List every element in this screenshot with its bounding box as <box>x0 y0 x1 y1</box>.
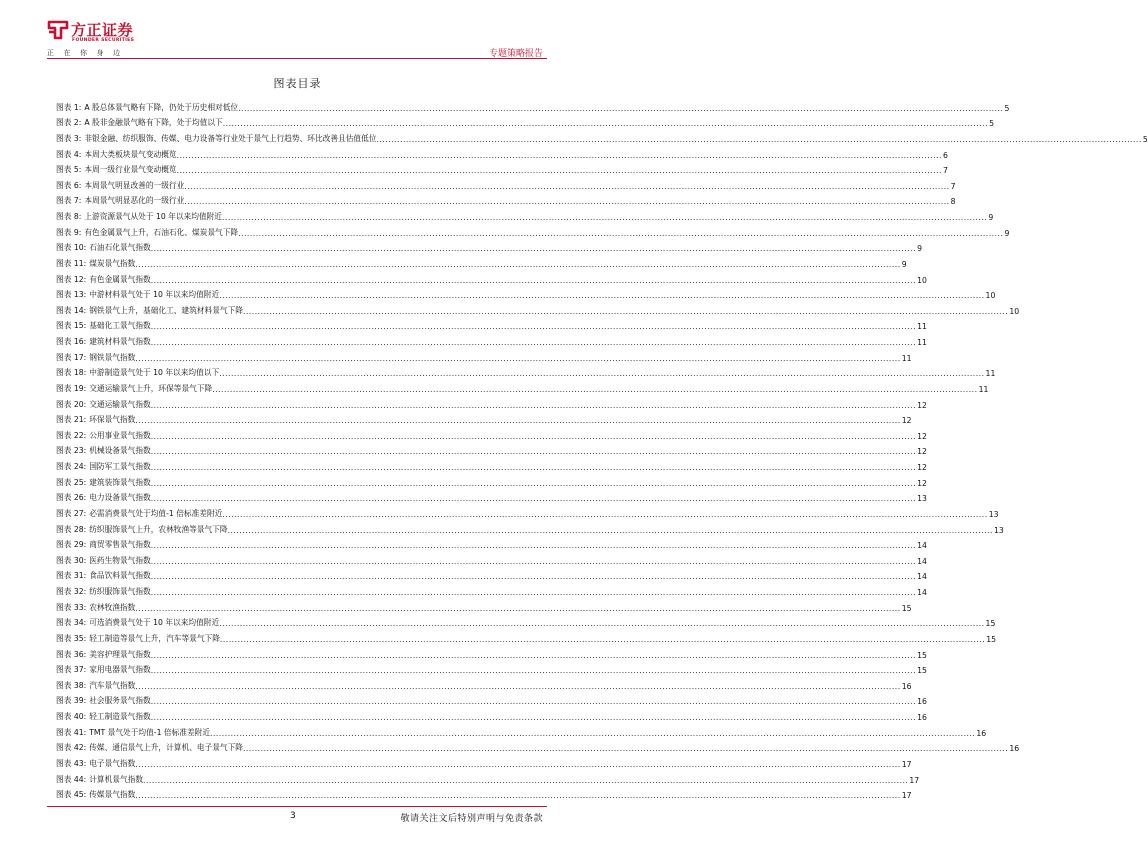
toc-entry-text: 本周一级行业景气变动概览 <box>84 165 177 175</box>
toc-entry-text: 医药生物景气指数 <box>89 555 151 565</box>
toc-entry-page: 14 <box>917 588 927 597</box>
toc-entry[interactable] <box>56 488 927 504</box>
toc-entry-label: 图表 39: <box>56 696 87 706</box>
toc-entry-page: 16 <box>976 728 987 738</box>
toc-leader-dots: .................................................................................................................................................................................................................................................................... <box>222 509 988 519</box>
toc-entry[interactable] <box>56 425 927 441</box>
toc-entry-text: 必需消费景气处于均值-1 倍标准差附近 <box>89 508 223 518</box>
toc-entry-label: 图表 18: <box>56 368 87 378</box>
toc-entry-text: 轻工制造等景气上升，汽车等景气下降 <box>89 633 220 643</box>
toc-entry[interactable] <box>56 363 996 379</box>
toc-entry[interactable] <box>56 394 927 410</box>
toc-entry-text: 纺织服饰景气上升，农林牧渔等景气下降 <box>89 524 228 534</box>
toc-entry-page: 5 <box>1004 103 1010 113</box>
toc-entry[interactable] <box>56 347 912 363</box>
toc-entry-text: 国防军工景气指数 <box>89 462 151 471</box>
toc-entry-label: 图表 3: <box>56 133 82 143</box>
toc-entry-page: 9 <box>917 244 922 254</box>
toc-entry-label: 图表 36: <box>56 649 87 659</box>
toc-entry-page: 16 <box>901 681 912 691</box>
toc-leader-dots: .................................................................................................................................................................................................................................................................... <box>210 728 976 738</box>
logo-en-text: FOUNDER SECURITIES <box>72 38 135 43</box>
toc-entry[interactable] <box>56 581 927 597</box>
toc-leader-dots: .................................................................................................................................................................................................................................................................... <box>150 666 917 676</box>
toc-entry[interactable] <box>56 691 927 707</box>
toc-entry-page: 6 <box>942 150 948 160</box>
disclaimer-link: 敬请关注文后特别声明与免责条款 <box>400 814 543 824</box>
toc-entry[interactable] <box>56 128 1148 144</box>
toc-entry-label: 图表 35: <box>56 633 87 643</box>
toc-entry[interactable] <box>56 97 1010 113</box>
toc-entry[interactable] <box>56 644 927 660</box>
toc-leader-dots: .................................................................................................................................................................................................................................................................... <box>150 556 917 566</box>
toc-entry[interactable] <box>56 175 956 191</box>
toc-entry[interactable] <box>56 441 927 457</box>
toc-entry[interactable] <box>56 753 912 769</box>
toc-entry[interactable] <box>56 566 927 582</box>
toc-entry-page: 17 <box>901 791 912 801</box>
toc-entry-page: 11 <box>901 353 912 363</box>
toc-entry-page: 12 <box>917 478 927 488</box>
toc-entry-page: 7 <box>950 181 956 191</box>
toc-leader-dots: .................................................................................................................................................................................................................................................................... <box>150 494 917 504</box>
toc-entry-label: 图表 37: <box>56 665 87 675</box>
toc-entry-text: 煤炭景气指数 <box>89 258 136 268</box>
toc-entry-text: 传媒、通信景气上升，计算机、电子景气下降 <box>89 743 243 753</box>
toc-leader-dots: .................................................................................................................................................................................................................................................................... <box>242 306 1009 316</box>
toc-leader-dots: .................................................................................................................................................................................................................................................................... <box>135 603 901 613</box>
toc-entry[interactable] <box>56 300 1020 316</box>
toc-entry-text: TMT 景气处于均值-1 倍标准差附近 <box>89 727 211 737</box>
toc-entry-text: 机械设备景气指数 <box>89 446 151 456</box>
toc-entry-text: 建筑材料景气指数 <box>89 337 151 346</box>
toc-entry-label: 图表 12: <box>56 274 87 284</box>
toc-leader-dots: .................................................................................................................................................................................................................................................................... <box>222 119 989 129</box>
header-divider <box>47 58 547 59</box>
toc-entry-label: 图表 5: <box>56 165 82 175</box>
toc-entry-label: 图表 27: <box>56 508 87 518</box>
toc-leader-dots: .................................................................................................................................................................................................................................................................... <box>227 525 993 535</box>
toc-leader-dots: .................................................................................................................................................................................................................................................................... <box>150 244 917 254</box>
toc-leader-dots: .................................................................................................................................................................................................................................................................... <box>238 228 1004 238</box>
toc-entry[interactable] <box>56 660 927 676</box>
toc-entry-label: 图表 21: <box>56 415 87 425</box>
toc-entry[interactable] <box>56 550 927 566</box>
toc-leader-dots: .................................................................................................................................................................................................................................................................... <box>376 134 1142 144</box>
toc-entry-text: 可选消费景气处于 10 年以来均值附近 <box>89 618 220 628</box>
toc-leader-dots: .................................................................................................................................................................................................................................................................... <box>135 416 901 426</box>
toc-entry-label: 图表 4: <box>56 149 82 159</box>
toc-entry-page: 10 <box>1009 306 1020 316</box>
toc-entry-label: 图表 8: <box>56 212 82 221</box>
toc-leader-dots: .................................................................................................................................................................................................................................................................... <box>150 697 917 707</box>
toc-entry-label: 图表 17: <box>56 352 87 362</box>
toc-entry-page: 7 <box>942 166 948 176</box>
toc-entry-label: 图表 14: <box>56 305 87 315</box>
toc-entry[interactable] <box>56 738 1020 754</box>
toc-entry-text: 食品饮料景气指数 <box>89 571 151 581</box>
toc-entry[interactable] <box>56 503 999 519</box>
founder-logo-icon <box>47 20 69 40</box>
toc-entry-text: 交通运输景气上升，环保等景气下降 <box>89 383 213 393</box>
toc-leader-dots: .................................................................................................................................................................................................................................................................... <box>219 291 985 301</box>
toc-entry-label: 图表 32: <box>56 587 87 596</box>
toc-list <box>56 97 1148 801</box>
toc-entry-page: 17 <box>909 775 920 785</box>
toc-entry-label: 图表 11: <box>56 258 87 268</box>
toc-entry-text: 有色金属景气上升，石油石化、煤炭景气下降 <box>84 227 239 237</box>
toc-leader-dots: .................................................................................................................................................................................................................................................................... <box>184 181 950 191</box>
toc-entry-text: 商贸零售景气指数 <box>89 540 151 550</box>
toc-entry-page: 12 <box>917 463 927 472</box>
toc-entry[interactable] <box>56 722 987 738</box>
toc-leader-dots: .................................................................................................................................................................................................................................................................... <box>176 150 942 160</box>
toc-leader-dots: .................................................................................................................................................................................................................................................................... <box>221 213 988 222</box>
toc-leader-dots: .................................................................................................................................................................................................................................................................... <box>135 259 901 269</box>
toc-entry-text: 钢铁景气上升，基础化工、建筑材料景气下降 <box>89 305 243 315</box>
toc-entry[interactable] <box>56 628 997 644</box>
toc-leader-dots: .................................................................................................................................................................................................................................................................... <box>143 775 909 785</box>
toc-entry-page: 5 <box>989 119 994 129</box>
toc-entry-page: 15 <box>985 619 996 629</box>
toc-entry-page: 8 <box>950 197 956 207</box>
toc-entry[interactable] <box>56 378 989 394</box>
toc-entry[interactable] <box>56 222 1010 238</box>
toc-entry-text: 本周大类板块景气变动概览 <box>84 149 177 159</box>
toc-entry-page: 14 <box>917 572 927 582</box>
toc-entry-page: 14 <box>917 541 927 551</box>
toc-entry-label: 图表 28: <box>56 524 87 534</box>
toc-entry-text: 上游资源景气从处于 10 年以来均值附近 <box>84 212 222 221</box>
toc-entry-page: 15 <box>917 650 927 660</box>
toc-entry-page: 16 <box>1009 744 1020 754</box>
toc-entry-text: 本周景气明显改善的一级行业 <box>84 180 185 190</box>
toc-entry-page: 12 <box>917 431 927 441</box>
toc-entry-page: 10 <box>917 275 927 285</box>
toc-entry-label: 图表 29: <box>56 540 87 550</box>
toc-leader-dots: .................................................................................................................................................................................................................................................................... <box>184 197 950 207</box>
toc-leader-dots: .................................................................................................................................................................................................................................................................... <box>135 353 901 363</box>
footer-divider <box>47 806 547 807</box>
toc-entry-page: 11 <box>917 322 927 332</box>
toc-entry-page: 16 <box>917 697 927 707</box>
toc-entry-label: 图表 44: <box>56 774 87 784</box>
toc-entry[interactable] <box>56 191 956 207</box>
toc-entry-page: 11 <box>978 384 989 394</box>
toc-entry-text: 纺织服饰景气指数 <box>89 587 151 596</box>
toc-entry-text: 钢铁景气指数 <box>89 352 136 362</box>
toc-entry[interactable] <box>56 238 922 254</box>
toc-entry-label: 图表 13: <box>56 290 87 300</box>
toc-entry-text: 非银金融、纺织服饰、传媒、电力设备等行业处于景气上行趋势、环比改善且估值低位 <box>84 133 377 143</box>
company-slogan: 正在你身边 <box>47 49 130 57</box>
toc-entry-text: 传媒景气指数 <box>89 790 136 800</box>
toc-leader-dots: .................................................................................................................................................................................................................................................................... <box>176 166 942 176</box>
page-number: 3 <box>290 811 296 821</box>
toc-entry[interactable] <box>56 597 912 613</box>
toc-entry-label: 图表 33: <box>56 602 87 612</box>
toc-entry-text: 环保景气指数 <box>89 415 136 425</box>
toc-entry-text: 中游制造景气处于 10 年以来均值以下 <box>89 368 220 378</box>
toc-leader-dots: .................................................................................................................................................................................................................................................................... <box>219 619 985 629</box>
toc-entry[interactable] <box>56 472 927 488</box>
toc-entry-label: 图表 7: <box>56 196 82 206</box>
toc-entry[interactable] <box>56 316 927 332</box>
toc-entry-label: 图表 6: <box>56 180 82 190</box>
toc-entry-label: 图表 20: <box>56 399 87 409</box>
toc-entry[interactable] <box>56 285 996 301</box>
toc-entry[interactable] <box>56 769 920 785</box>
logo-cn-text: 方正证券 <box>71 21 134 39</box>
report-type-label: 专题策略报告 <box>488 49 543 59</box>
toc-entry-text: 轻工制造景气指数 <box>89 712 151 721</box>
toc-leader-dots: .................................................................................................................................................................................................................................................................... <box>150 431 917 441</box>
toc-entry-label: 图表 41: <box>56 727 87 737</box>
toc-entry-text: 交通运输景气指数 <box>89 399 151 409</box>
toc-entry[interactable] <box>56 613 996 629</box>
toc-entry-page: 9 <box>988 213 994 222</box>
toc-entry-page: 11 <box>985 369 996 379</box>
toc-leader-dots: .................................................................................................................................................................................................................................................................... <box>150 541 917 551</box>
toc-entry-page: 10 <box>985 291 996 301</box>
toc-entry-label: 图表 30: <box>56 555 87 565</box>
toc-leader-dots: .................................................................................................................................................................................................................................................................... <box>135 681 901 691</box>
toc-entry-page: 13 <box>988 509 999 519</box>
toc-entry-text: 计算机景气指数 <box>89 774 144 784</box>
toc-leader-dots: .................................................................................................................................................................................................................................................................... <box>150 588 917 597</box>
toc-entry-page: 12 <box>917 447 927 457</box>
toc-entry[interactable] <box>56 410 912 426</box>
toc-entry[interactable] <box>56 206 994 222</box>
toc-entry-text: 本周景气明显恶化的一级行业 <box>84 196 185 206</box>
toc-entry-page: 15 <box>901 603 912 613</box>
toc-leader-dots: .................................................................................................................................................................................................................................................................... <box>150 572 917 582</box>
toc-entry-page: 12 <box>901 416 912 426</box>
toc-entry[interactable] <box>56 675 912 691</box>
toc-entry-label: 图表 40: <box>56 712 87 721</box>
toc-entry-page: 15 <box>986 634 997 644</box>
toc-entry-page: 16 <box>917 713 927 722</box>
toc-leader-dots: .................................................................................................................................................................................................................................................................... <box>212 384 978 394</box>
toc-entry-label: 图表 42: <box>56 743 87 753</box>
toc-entry[interactable] <box>56 160 948 176</box>
toc-entry-label: 图表 1: <box>56 102 82 112</box>
toc-title: 图表目录 <box>273 77 322 90</box>
toc-entry-label: 图表 23: <box>56 446 87 456</box>
toc-entry-label: 图表 25: <box>56 477 87 487</box>
toc-entry-label: 图表 19: <box>56 383 87 393</box>
toc-entry-label: 图表 16: <box>56 337 87 346</box>
toc-entry-text: 电子景气指数 <box>89 758 136 768</box>
toc-entry-label: 图表 2: <box>56 118 82 128</box>
toc-entry-text: 石油石化景气指数 <box>89 243 151 253</box>
toc-entry[interactable] <box>56 785 912 801</box>
toc-entry[interactable] <box>56 331 927 347</box>
toc-leader-dots: .................................................................................................................................................................................................................................................................... <box>135 759 901 769</box>
toc-leader-dots: .................................................................................................................................................................................................................................................................... <box>150 338 917 347</box>
toc-leader-dots: .................................................................................................................................................................................................................................................................... <box>150 713 917 722</box>
toc-leader-dots: .................................................................................................................................................................................................................................................................... <box>219 634 986 644</box>
toc-entry-page: 12 <box>917 400 927 410</box>
toc-entry[interactable] <box>56 253 907 269</box>
toc-entry-text: 汽车景气指数 <box>89 680 136 690</box>
toc-entry-page: 14 <box>917 556 927 566</box>
toc-leader-dots: .................................................................................................................................................................................................................................................................... <box>238 103 1004 113</box>
toc-leader-dots: .................................................................................................................................................................................................................................................................... <box>150 400 917 410</box>
toc-entry[interactable] <box>56 269 927 285</box>
toc-entry-label: 图表 22: <box>56 430 87 440</box>
toc-entry-page: 11 <box>917 338 927 347</box>
toc-entry-text: 社会服务景气指数 <box>89 696 151 706</box>
toc-entry-label: 图表 34: <box>56 618 87 628</box>
toc-leader-dots: .................................................................................................................................................................................................................................................................... <box>150 322 917 332</box>
toc-entry[interactable] <box>56 144 948 160</box>
toc-leader-dots: .................................................................................................................................................................................................................................................................... <box>150 275 917 285</box>
toc-entry-text: A 股总体景气略有下降，仍处于历史相对低位 <box>84 102 239 112</box>
toc-entry-label: 图表 10: <box>56 243 87 253</box>
toc-entry-text: 有色金属景气指数 <box>89 274 151 284</box>
toc-entry-text: 美容护理景气指数 <box>89 649 151 659</box>
toc-entry-page: 15 <box>917 666 927 676</box>
toc-entry-text: 家用电器景气指数 <box>89 665 151 675</box>
toc-entry-page: 9 <box>1004 228 1010 238</box>
toc-leader-dots: .................................................................................................................................................................................................................................................................... <box>242 744 1009 754</box>
toc-leader-dots: .................................................................................................................................................................................................................................................................... <box>150 478 917 488</box>
toc-entry-text: 电力设备景气指数 <box>89 493 151 503</box>
toc-entry-text: 农林牧渔指数 <box>89 602 136 612</box>
toc-leader-dots: .................................................................................................................................................................................................................................................................... <box>135 791 901 801</box>
toc-entry-text: 基础化工景气指数 <box>89 321 151 331</box>
toc-entry[interactable] <box>56 706 927 722</box>
toc-entry-label: 图表 31: <box>56 571 87 581</box>
toc-entry-page: 5 <box>1142 134 1148 144</box>
toc-entry-page: 9 <box>901 259 907 269</box>
toc-entry[interactable] <box>56 113 994 129</box>
toc-leader-dots: .................................................................................................................................................................................................................................................................... <box>150 447 917 457</box>
toc-entry-label: 图表 15: <box>56 321 87 331</box>
toc-entry-label: 图表 43: <box>56 758 87 768</box>
toc-entry-label: 图表 9: <box>56 227 82 237</box>
toc-leader-dots: .................................................................................................................................................................................................................................................................... <box>150 650 917 660</box>
toc-entry-text: 中游材料景气处于 10 年以来均值附近 <box>89 290 220 300</box>
toc-leader-dots: .................................................................................................................................................................................................................................................................... <box>219 369 985 379</box>
toc-entry-text: 建筑装饰景气指数 <box>89 477 151 487</box>
toc-entry-label: 图表 24: <box>56 462 87 471</box>
toc-entry[interactable] <box>56 456 927 472</box>
toc-entry-page: 17 <box>901 759 912 769</box>
toc-entry-page: 13 <box>993 525 1004 535</box>
toc-entry-label: 图表 45: <box>56 790 87 800</box>
toc-leader-dots: .................................................................................................................................................................................................................................................................... <box>150 463 917 472</box>
toc-entry-text: 公用事业景气指数 <box>89 430 151 440</box>
toc-entry-label: 图表 38: <box>56 680 87 690</box>
toc-entry-label: 图表 26: <box>56 493 87 503</box>
toc-entry-text: A 股非金融景气略有下降，处于均值以下 <box>84 118 223 128</box>
toc-entry[interactable] <box>56 519 1004 535</box>
toc-entry[interactable] <box>56 535 927 551</box>
toc-entry-page: 13 <box>917 494 927 504</box>
